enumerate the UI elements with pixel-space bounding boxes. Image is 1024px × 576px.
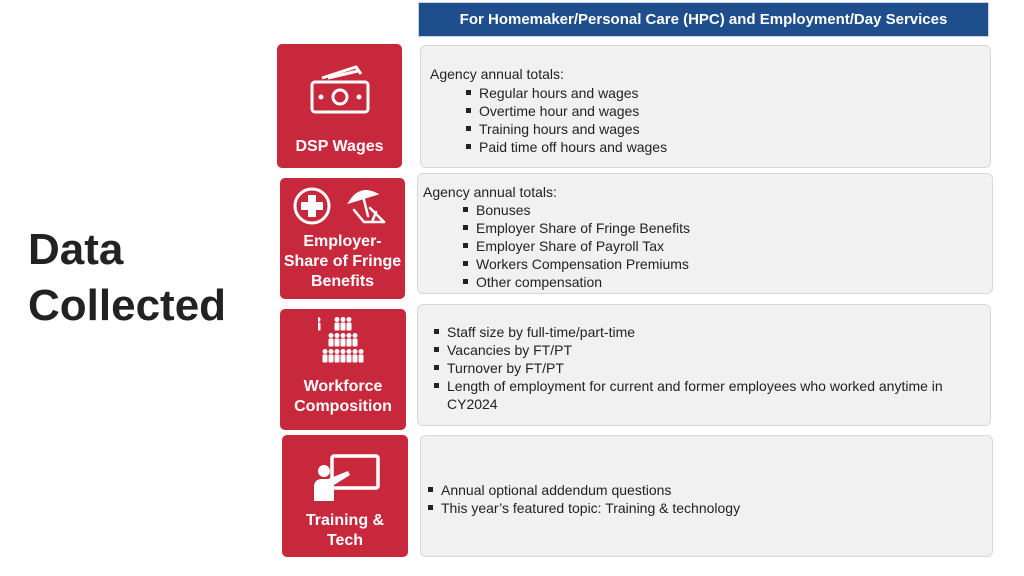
panel-list <box>465 84 667 156</box>
list-item: Staff size by full-time/part-time <box>433 323 983 341</box>
panel-list <box>462 201 690 291</box>
medical-cross-icon <box>292 186 332 226</box>
people-pyramid-icon <box>318 317 368 371</box>
list-item: Vacancies by FT/PT <box>433 341 983 359</box>
presentation-icon <box>312 453 382 505</box>
panel-dsp-wages <box>420 45 991 168</box>
tile-label-line: Employer- <box>303 233 382 250</box>
panel-workforce <box>417 304 991 426</box>
tile-label-fringe-benefits <box>280 232 405 292</box>
list-item: Turnover by FT/PT <box>433 359 983 377</box>
tile-label-dsp-wages: DSP Wages <box>295 138 384 155</box>
tile-workforce-composition <box>280 309 406 430</box>
page-title-line-1: Data <box>28 225 124 274</box>
list-item: Employer Share of Fringe Benefits <box>462 219 690 237</box>
list-item: Other compensation <box>462 273 690 291</box>
tile-label-line: Tech <box>326 532 364 549</box>
tile-label-line: Share of Fringe <box>283 253 402 270</box>
page-title-line-2: Collected <box>28 281 227 330</box>
list-item: Overtime hour and wages <box>465 102 667 120</box>
tile-label-line: Workforce <box>303 378 383 395</box>
services-banner: For Homemaker/Personal Care (HPC) and Employment/Day Services <box>418 2 989 37</box>
tile-label-line: Composition <box>294 398 392 415</box>
list-item: Regular hours and wages <box>465 84 667 102</box>
page-title <box>28 222 258 334</box>
beach-chair-icon <box>346 186 390 226</box>
tile-fringe-benefits <box>280 178 405 299</box>
tile-label-workforce <box>280 377 406 417</box>
tile-training-tech <box>282 435 408 557</box>
list-item: Employer Share of Payroll Tax <box>462 237 690 255</box>
panel-list <box>433 323 983 413</box>
panel-lead: Agency annual totals: <box>423 184 557 200</box>
list-item: Training hours and wages <box>465 120 667 138</box>
list-item: This year’s featured topic: Training & technology <box>427 499 740 517</box>
list-item: Annual optional addendum questions <box>427 481 740 499</box>
list-item: Workers Compensation Premiums <box>462 255 690 273</box>
tile-label-line: Training & <box>305 512 385 529</box>
tile-dsp-wages <box>277 44 402 168</box>
panel-fringe-benefits <box>417 173 993 294</box>
panel-list <box>427 481 740 517</box>
list-item: Paid time off hours and wages <box>465 138 667 156</box>
tile-label-line: Benefits <box>310 273 375 290</box>
panel-lead: Agency annual totals: <box>430 66 564 82</box>
list-item: Bonuses <box>462 201 690 219</box>
panel-training <box>420 435 993 557</box>
list-item: Length of employment for current and former employees who worked anytime in CY2024 <box>433 377 983 413</box>
money-icon <box>308 64 372 116</box>
tile-label-training <box>282 511 408 551</box>
